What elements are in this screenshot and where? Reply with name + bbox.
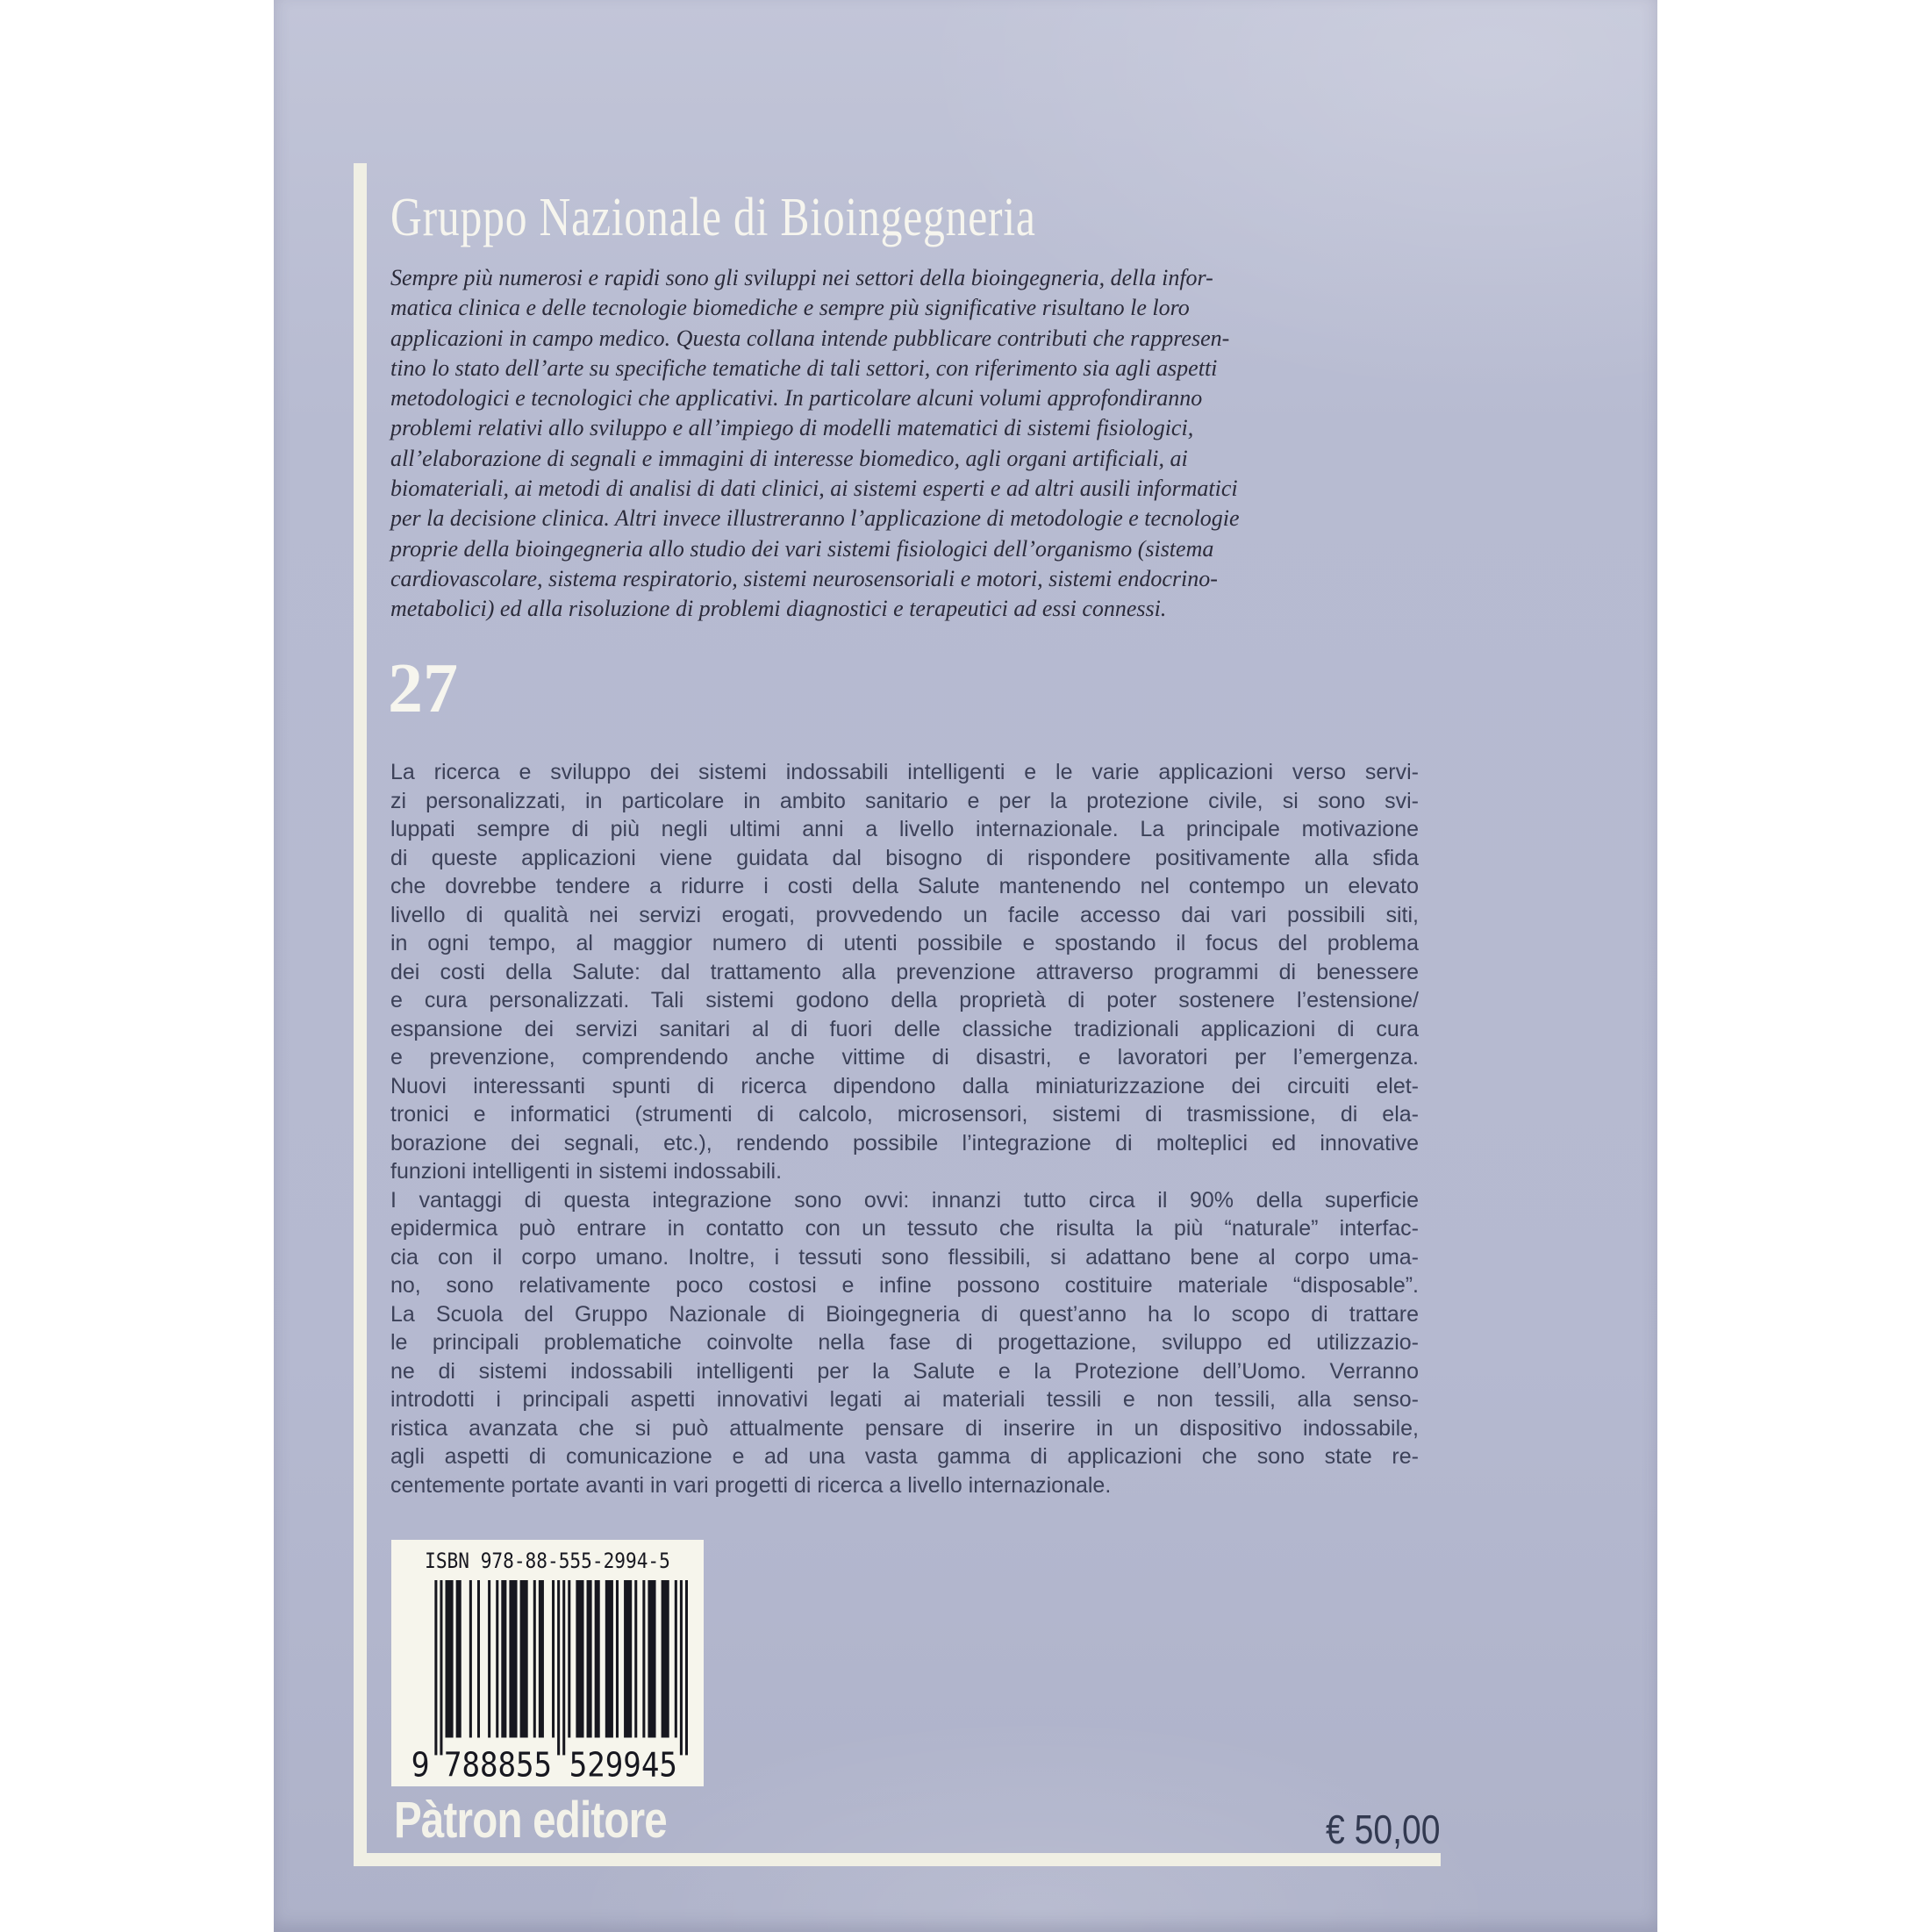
summary-line: in ogni tempo, al maggior numero di utenti possibile e spostando il focus del problema [390,931,1419,955]
series-description-line: per la decisione clinica. Altri invece illustreranno l’applicazione di metodologie e tecnologie [390,505,1240,532]
series-description-line: Sempre più numerosi e rapidi sono gli sviluppi nei settori della bioingegneria, della infor- [390,265,1213,290]
series-description-line: metodologici e tecnologici che applicativi. In particolare alcuni volumi approfondiranno [390,385,1203,411]
summary-line: centemente portate avanti in vari progetti di ricerca a livello internazionale. [390,1472,1112,1498]
series-description-line: all’elaborazione di segnali e immagini di interesse biomedico, agli organi artificiali, ai [390,445,1188,471]
isbn-barcode-label [391,1540,704,1786]
summary-line: dei costi della Salute: dal trattamento alla prevenzione attraverso programmi di benessere [390,959,1419,984]
summary-paragraph [390,758,1419,1186]
summary-line: agli aspetti di comunicazione e ad una vasta gamma di applicazioni che sono state re- [390,1444,1419,1469]
volume-number: 27 [388,650,458,727]
summary-line: espansione dei servizi sanitari al di fuori delle classiche tradizionali applicazioni di cura [390,1016,1419,1041]
series-description-line: matica clinica e delle tecnologie biomediche e sempre più significative risultano le loro [390,295,1190,321]
summary-line: Nuovi interessanti spunti di ricerca dipendono dalla miniaturizzazione dei circuiti elet- [390,1073,1419,1098]
svg-text:529945: 529945 [569,1744,677,1778]
series-description-line: proprie della bioingegneria allo studio dei vari sistemi fisiologici dell’organismo (sistema [390,535,1214,562]
summary-line: ne di sistemi indossabili intelligenti per la Salute e la Protezione dell’Uomo. Verranno [390,1358,1419,1384]
summary-line: le principali problematiche coinvolte nella fase di progettazione, sviluppo ed utilizzazio- [390,1330,1419,1355]
series-description-line: metabolici) ed alla risoluzione di problemi diagnostici e terapeutici ad essi connessi. [390,596,1167,622]
summary-line: luppati sempre di più negli ultimi anni a livello internazionale. La principale motivazione [390,817,1419,841]
ean13-barcode [411,1580,688,1778]
book-back-cover [274,0,1657,1932]
book-summary [390,758,1419,1499]
summary-line: livello di qualità nei servizi erogati, provvedendo un facile accesso dai vari possibili siti, [390,902,1419,927]
summary-line: funzioni intelligenti in sistemi indossabili. [390,1159,783,1184]
summary-line: La Scuola del Gruppo Nazionale di Bioingegneria di quest’anno ha lo scopo di trattare [390,1301,1419,1327]
series-description-line: applicazioni in campo medico. Questa collana intende pubblicare contributi che rappresen- [390,325,1230,351]
left-accent-stripe [354,163,367,1866]
series-description [390,263,1435,625]
series-description-line: cardiovascolare, sistema respiratorio, sistemi neurosensoriali e motori, sistemi endocrino- [390,565,1218,591]
series-description-line: tino lo stato dell’arte su specifiche tematiche di tali settori, con riferimento sia agli aspetti [390,354,1218,381]
summary-line: introdotti i principali aspetti innovativi legati ai materiali tessili e non tessili, alla senso- [390,1387,1419,1412]
summary-line: epidermica può entrare in contatto con un tessuto che risulta la più “naturale” interfac- [390,1216,1419,1241]
summary-line: La ricerca e sviluppo dei sistemi indossabili intelligenti e le varie applicazioni verso servi- [390,760,1419,784]
isbn-number: ISBN 978-88-555-2994-5 [425,1549,670,1573]
bottom-accent-stripe [354,1853,1441,1866]
summary-line: di queste applicazioni viene guidata dal bisogno di rispondere positivamente alla sfida [390,845,1419,870]
summary-line: zi personalizzati, in particolare in ambito sanitario e per la protezione civile, si sono svi- [390,788,1419,813]
summary-line: ristica avanzata che si può attualmente pensare di inserire in un dispositivo indossabile, [390,1415,1419,1441]
series-description-line: biomateriali, ai metodi di analisi di dati clinici, ai sistemi esperti e ad altri ausili informatici [390,476,1238,502]
series-description-line: problemi relativi allo sviluppo e all’impiego di modelli matematici di sistemi fisiologici, [390,415,1194,441]
summary-line: no, sono relativamente poco costosi e infine possono costituire materiale “disposable”. [390,1273,1419,1298]
summary-line: I vantaggi di questa integrazione sono ovvi: innanzi tutto circa il 90% della superficie [390,1187,1419,1213]
summary-line: che dovrebbe tendere a ridurre i costi della Salute mantenendo nel contempo un elevato [390,874,1419,898]
series-title: Gruppo Nazionale di Bioingegneria [390,188,1036,247]
summary-line: e prevenzione, comprendendo anche vittime di disastri, e lavoratori per l’emergenza. [390,1045,1419,1070]
summary-line: tronici e informatici (strumenti di calcolo, microsensori, sistemi di trasmissione, di ela- [390,1102,1419,1127]
summary-line: cia con il corpo umano. Inoltre, i tessuti sono flessibili, si adattano bene al corpo uma- [390,1244,1419,1270]
svg-text:9: 9 [411,1744,430,1778]
price-label: € 50,00 [1325,1807,1440,1852]
summary-line: borazione dei segnali, etc.), rendendo possibile l’integrazione di molteplici ed innovative [390,1130,1419,1156]
svg-text:788855: 788855 [443,1744,553,1778]
summary-paragraph [390,1186,1419,1500]
publisher-name: Pàtron editore [394,1792,667,1849]
summary-line: e cura personalizzati. Tali sistemi godono della proprietà di poter sostenere l’estensione/ [390,988,1419,1013]
